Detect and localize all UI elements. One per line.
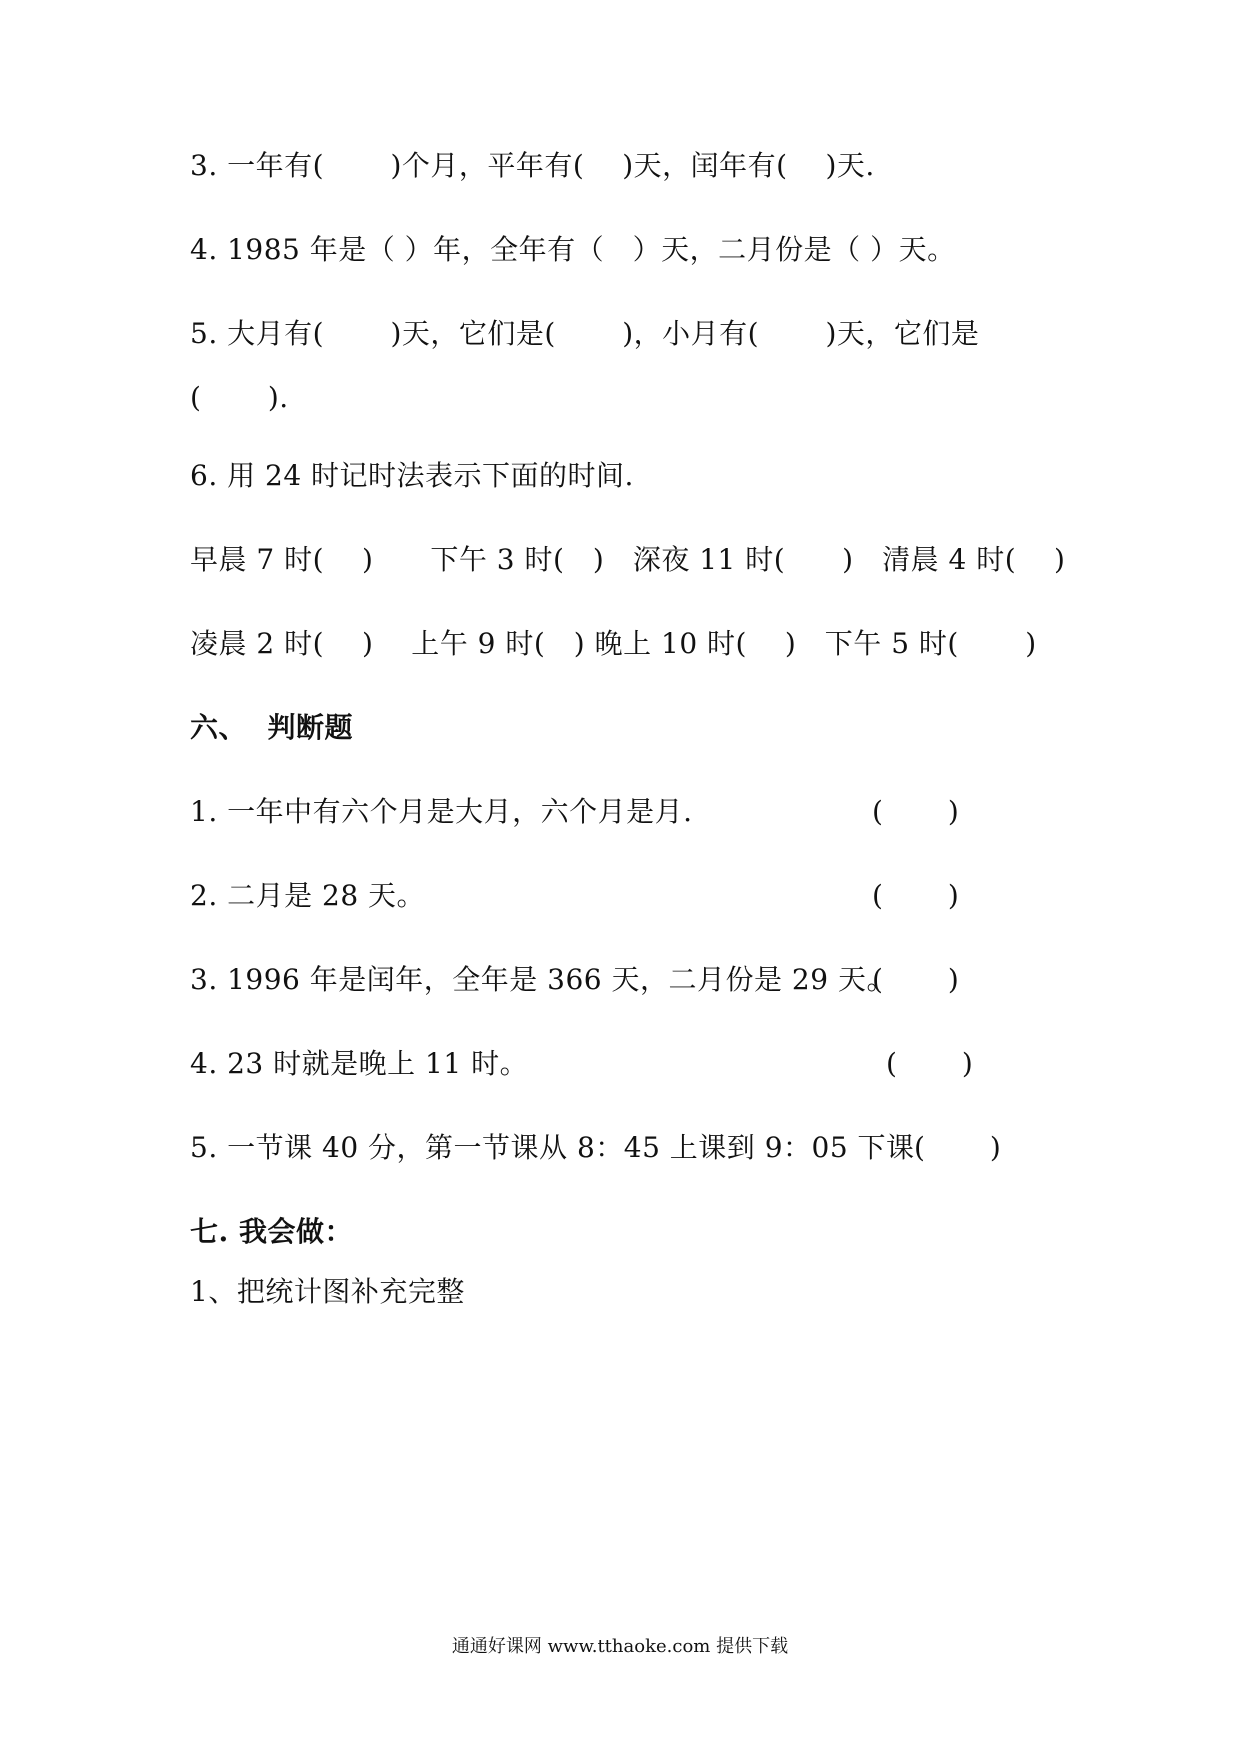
judge-item-1-answer: ( ) xyxy=(872,795,959,828)
judge-item-5-answer: ( ) xyxy=(914,1131,1001,1164)
judge-item-2-answer: ( ) xyxy=(872,879,959,912)
section-6-title: 六、 判断题 xyxy=(190,711,353,744)
times-row-1: 早晨 7 时( ) 下午 3 时( ) 深夜 11 时( ) 清晨 4 时( ) xyxy=(190,543,1066,576)
footer-credit: 通通好课网 www.tthaoke.com 提供下载 xyxy=(451,1636,789,1657)
judge-item-4-answer: ( ) xyxy=(886,1047,973,1080)
times-row-2: 凌晨 2 时( ) 上午 9 时( ) 晚上 10 时( ) 下午 5 时( ) xyxy=(190,627,1037,660)
judge-item-1-text: 1. 一年中有六个月是大月，六个月是月. xyxy=(190,795,693,828)
judge-item-3-answer: ( ) xyxy=(872,963,959,996)
judge-item-2-text: 2. 二月是 28 天。 xyxy=(190,879,426,912)
question-5-line-2: ( ). xyxy=(190,381,289,414)
judge-item-4-text: 4. 23 时就是晚上 11 时。 xyxy=(190,1047,529,1080)
question-3: 3. 一年有( )个月，平年有( )天，闰年有( )天. xyxy=(190,149,875,182)
question-6: 6. 用 24 时记时法表示下面的时间. xyxy=(190,459,634,492)
judge-item-5-text: 5. 一节课 40 分，第一节课从 8：45 上课到 9：05 下课 xyxy=(190,1131,915,1164)
question-4: 4. 1985 年是（ ）年，全年有（ ）天，二月份是（ ）天。 xyxy=(190,233,956,266)
section-7-title: 七. 我会做： xyxy=(190,1215,353,1248)
question-5-line-1: 5. 大月有( )天，它们是( )，小月有( )天，它们是 xyxy=(190,317,980,350)
judge-item-3-text: 3. 1996 年是闰年，全年是 366 天，二月份是 29 天。 xyxy=(190,963,895,996)
section-7-item-1: 1、把统计图补充完整 xyxy=(190,1275,465,1308)
